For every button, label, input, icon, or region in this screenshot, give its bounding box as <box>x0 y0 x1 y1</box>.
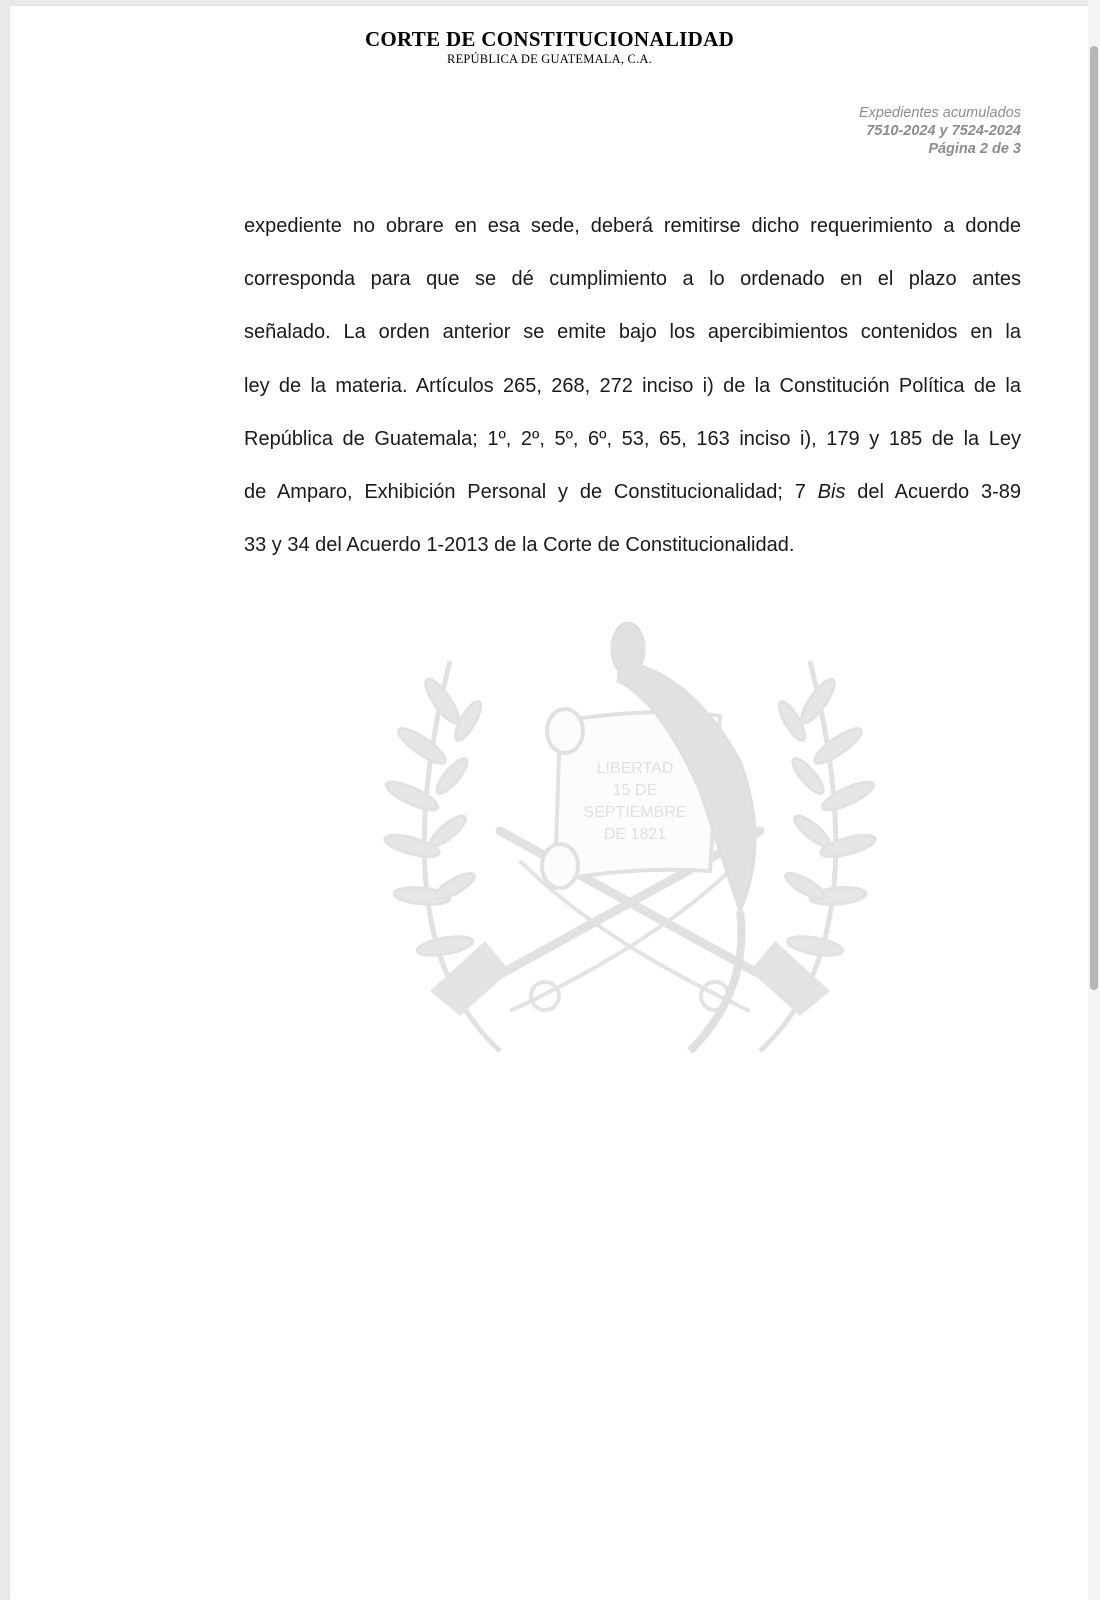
body-line-text: de Amparo, Exhibición Personal y de Constitucionalidad; 7 <box>244 480 806 503</box>
body-line: corresponda para que se dé cumplimiento a lo ordenado en el plazo antes <box>244 268 1021 291</box>
crossed-swords-icon <box>510 861 750 1011</box>
watermark-text: LIBERTAD <box>596 760 674 777</box>
coat-of-arms-watermark <box>360 611 900 1081</box>
document-body <box>244 200 1021 572</box>
letterhead <box>10 26 1089 66</box>
case-reference <box>859 104 1021 158</box>
country-name: REPÚBLICA DE GUATEMALA, C.A. <box>447 52 652 66</box>
watermark-text: SEPTIEMBRE <box>583 804 687 821</box>
scrollbar[interactable] <box>1088 0 1100 1600</box>
page-number: Página 2 de 3 <box>928 141 1021 157</box>
body-line: expediente no obrare en esa sede, deberá remitirse dicho requerimiento a donde <box>244 215 1021 237</box>
court-name: CORTE DE CONSTITUCIONALIDAD <box>364 27 735 51</box>
body-line-text: del Acuerdo 3-89 <box>857 480 1021 503</box>
watermark-text: DE 1821 <box>603 826 667 843</box>
body-line: ley de la materia. Artículos 265, 268, 272 inciso i) de la Constitución Política de la <box>244 374 1021 397</box>
reference-label: Expedientes acumulados <box>858 105 1021 121</box>
watermark-text: 15 DE <box>612 782 658 799</box>
body-line: 33 y 34 del Acuerdo 1-2013 de la Corte de Constitucionalidad. <box>244 534 795 557</box>
scrollbar-thumb[interactable] <box>1090 46 1098 990</box>
body-line: República de Guatemala; 1º, 2º, 5º, 6º, 53, 65, 163 inciso i), 179 y 185 de la Ley <box>244 427 1021 450</box>
case-numbers: 7510-2024 y 7524-2024 <box>866 123 1021 139</box>
body-line: señalado. La orden anterior se emite bajo los apercibimientos contenidos en la <box>244 321 1021 344</box>
document-page <box>10 6 1089 1600</box>
body-line <box>244 466 1021 519</box>
italic-bis: Bis <box>817 480 846 503</box>
